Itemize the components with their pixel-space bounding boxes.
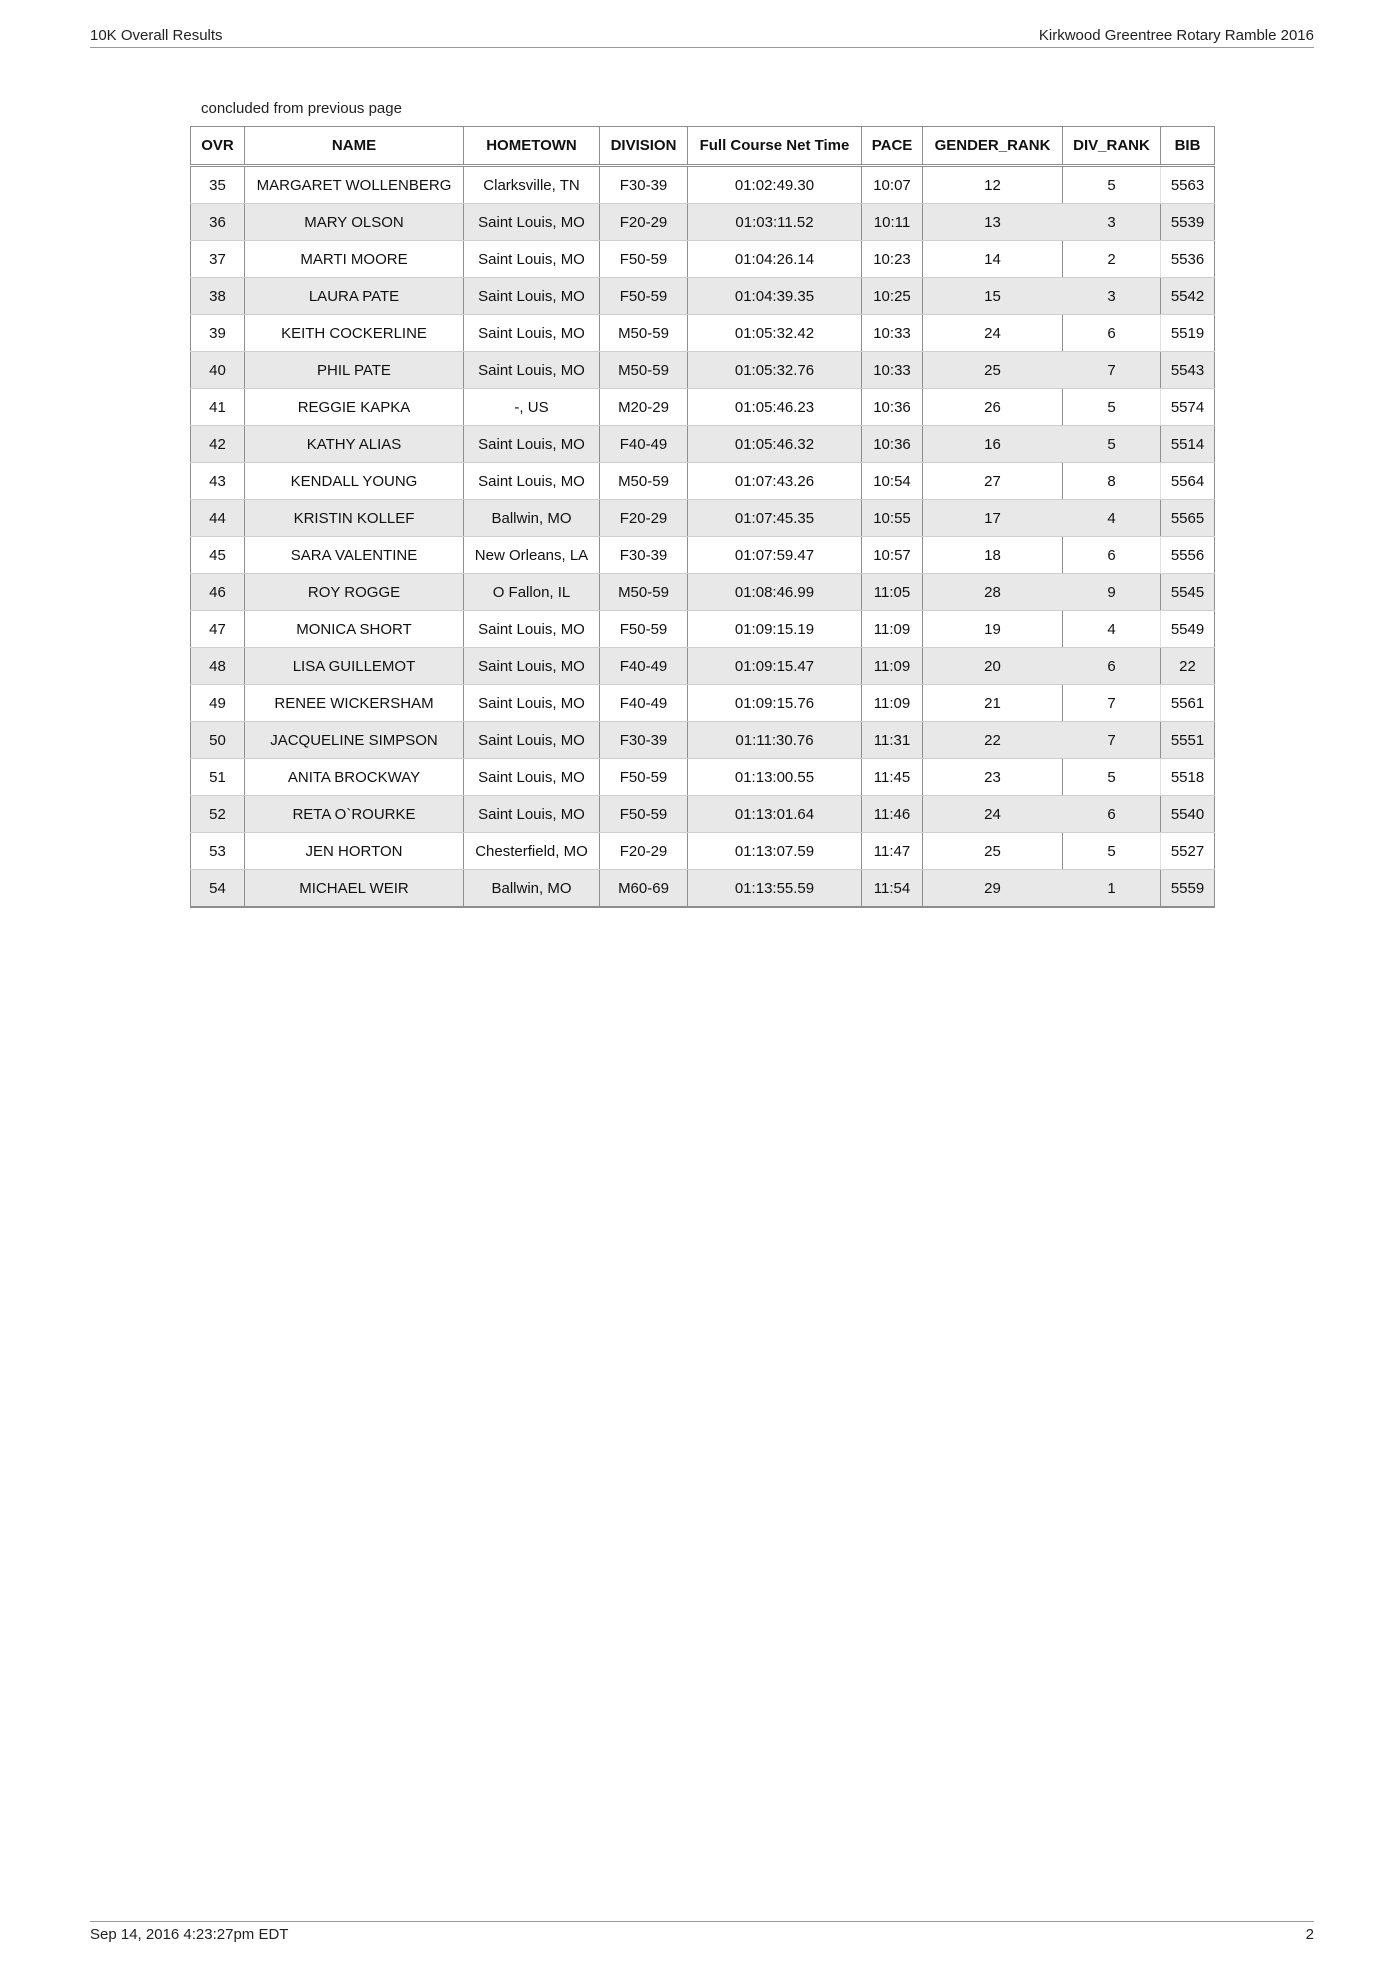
bib-cell: 5559 [1161,870,1215,908]
table-row [191,685,1215,722]
div-rank-cell: 3 [1063,204,1161,241]
name-cell: RENEE WICKERSHAM [245,685,464,722]
hometown-cell: Saint Louis, MO [464,463,600,500]
net-time-cell: 01:03:11.52 [688,204,862,241]
bib-cell: 5561 [1161,685,1215,722]
page-header [90,27,1314,48]
net-time-cell: 01:09:15.47 [688,648,862,685]
gender-rank-cell: 28 [923,574,1063,611]
table-row [191,352,1215,389]
results-table-container [190,126,1214,908]
name-cell: MARY OLSON [245,204,464,241]
ovr-cell: 43 [191,463,245,500]
net-time-cell: 01:13:01.64 [688,796,862,833]
table-row [191,426,1215,463]
table-row [191,833,1215,870]
table-row [191,463,1215,500]
pace-cell: 11:05 [862,574,923,611]
bib-cell: 5536 [1161,241,1215,278]
pace-cell: 10:33 [862,352,923,389]
results-body [191,166,1215,908]
table-row [191,796,1215,833]
table-header-row [191,127,1215,166]
hometown-cell: -, US [464,389,600,426]
hometown-cell: Saint Louis, MO [464,278,600,315]
ovr-cell: 51 [191,759,245,796]
gender-rank-cell: 21 [923,685,1063,722]
bib-cell: 5539 [1161,204,1215,241]
name-cell: LISA GUILLEMOT [245,648,464,685]
net-time-cell: 01:07:45.35 [688,500,862,537]
ovr-cell: 52 [191,796,245,833]
table-row [191,315,1215,352]
name-cell: KEITH COCKERLINE [245,315,464,352]
name-cell: JACQUELINE SIMPSON [245,722,464,759]
column-header-bib: BIB [1161,127,1215,166]
hometown-cell: Saint Louis, MO [464,426,600,463]
division-cell: M60-69 [600,870,688,908]
name-cell: SARA VALENTINE [245,537,464,574]
bib-cell: 5518 [1161,759,1215,796]
bib-cell: 5551 [1161,722,1215,759]
bib-cell: 5542 [1161,278,1215,315]
hometown-cell: Saint Louis, MO [464,352,600,389]
division-cell: M50-59 [600,574,688,611]
column-header-net-time: Full Course Net Time [688,127,862,166]
hometown-cell: New Orleans, LA [464,537,600,574]
name-cell: MONICA SHORT [245,611,464,648]
bib-cell: 5519 [1161,315,1215,352]
net-time-cell: 01:05:46.23 [688,389,862,426]
ovr-cell: 36 [191,204,245,241]
gender-rank-cell: 27 [923,463,1063,500]
net-time-cell: 01:02:49.30 [688,166,862,204]
continued-note: concluded from previous page [201,100,402,117]
ovr-cell: 41 [191,389,245,426]
name-cell: MARGARET WOLLENBERG [245,166,464,204]
bib-cell: 22 [1161,648,1215,685]
ovr-cell: 38 [191,278,245,315]
division-cell: F50-59 [600,611,688,648]
div-rank-cell: 4 [1063,500,1161,537]
div-rank-cell: 9 [1063,574,1161,611]
bib-cell: 5556 [1161,537,1215,574]
bib-cell: 5563 [1161,166,1215,204]
division-cell: F40-49 [600,648,688,685]
bib-cell: 5564 [1161,463,1215,500]
div-rank-cell: 8 [1063,463,1161,500]
gender-rank-cell: 24 [923,315,1063,352]
bib-cell: 5565 [1161,500,1215,537]
gender-rank-cell: 26 [923,389,1063,426]
ovr-cell: 54 [191,870,245,908]
name-cell: MARTI MOORE [245,241,464,278]
hometown-cell: Saint Louis, MO [464,648,600,685]
hometown-cell: Saint Louis, MO [464,722,600,759]
pace-cell: 10:57 [862,537,923,574]
gender-rank-cell: 25 [923,833,1063,870]
ovr-cell: 53 [191,833,245,870]
pace-cell: 11:45 [862,759,923,796]
bib-cell: 5574 [1161,389,1215,426]
div-rank-cell: 7 [1063,352,1161,389]
pace-cell: 10:55 [862,500,923,537]
net-time-cell: 01:05:32.42 [688,315,862,352]
div-rank-cell: 5 [1063,389,1161,426]
name-cell: ANITA BROCKWAY [245,759,464,796]
print-timestamp: Sep 14, 2016 4:23:27pm EDT [90,1926,289,1943]
column-header-div-rank: DIV_RANK [1063,127,1161,166]
net-time-cell: 01:08:46.99 [688,574,862,611]
net-time-cell: 01:04:26.14 [688,241,862,278]
div-rank-cell: 5 [1063,426,1161,463]
ovr-cell: 47 [191,611,245,648]
hometown-cell: Saint Louis, MO [464,796,600,833]
gender-rank-cell: 25 [923,352,1063,389]
ovr-cell: 42 [191,426,245,463]
hometown-cell: Saint Louis, MO [464,685,600,722]
division-cell: F30-39 [600,166,688,204]
bib-cell: 5543 [1161,352,1215,389]
column-header-pace: PACE [862,127,923,166]
div-rank-cell: 6 [1063,537,1161,574]
ovr-cell: 44 [191,500,245,537]
table-row [191,537,1215,574]
pace-cell: 11:46 [862,796,923,833]
net-time-cell: 01:09:15.76 [688,685,862,722]
name-cell: ROY ROGGE [245,574,464,611]
pace-cell: 10:54 [862,463,923,500]
gender-rank-cell: 22 [923,722,1063,759]
ovr-cell: 35 [191,166,245,204]
pace-cell: 10:11 [862,204,923,241]
results-table [190,126,1215,908]
div-rank-cell: 4 [1063,611,1161,648]
div-rank-cell: 5 [1063,166,1161,204]
gender-rank-cell: 19 [923,611,1063,648]
pace-cell: 10:25 [862,278,923,315]
hometown-cell: Saint Louis, MO [464,315,600,352]
page-footer [90,1921,1314,1943]
name-cell: KENDALL YOUNG [245,463,464,500]
name-cell: RETA O`ROURKE [245,796,464,833]
division-cell: F40-49 [600,685,688,722]
table-row [191,278,1215,315]
ovr-cell: 48 [191,648,245,685]
division-cell: F40-49 [600,426,688,463]
hometown-cell: O Fallon, IL [464,574,600,611]
net-time-cell: 01:09:15.19 [688,611,862,648]
gender-rank-cell: 14 [923,241,1063,278]
name-cell: MICHAEL WEIR [245,870,464,908]
gender-rank-cell: 18 [923,537,1063,574]
table-row [191,648,1215,685]
division-cell: M20-29 [600,389,688,426]
gender-rank-cell: 24 [923,796,1063,833]
division-cell: M50-59 [600,352,688,389]
div-rank-cell: 5 [1063,759,1161,796]
net-time-cell: 01:05:32.76 [688,352,862,389]
div-rank-cell: 2 [1063,241,1161,278]
ovr-cell: 45 [191,537,245,574]
pace-cell: 10:33 [862,315,923,352]
table-row [191,759,1215,796]
hometown-cell: Saint Louis, MO [464,241,600,278]
div-rank-cell: 3 [1063,278,1161,315]
hometown-cell: Saint Louis, MO [464,759,600,796]
table-row [191,204,1215,241]
div-rank-cell: 7 [1063,722,1161,759]
hometown-cell: Saint Louis, MO [464,204,600,241]
pace-cell: 11:31 [862,722,923,759]
column-header-ovr: OVR [191,127,245,166]
gender-rank-cell: 16 [923,426,1063,463]
pace-cell: 10:23 [862,241,923,278]
division-cell: F50-59 [600,759,688,796]
division-cell: F50-59 [600,241,688,278]
table-row [191,166,1215,204]
ovr-cell: 49 [191,685,245,722]
column-header-hometown: HOMETOWN [464,127,600,166]
bib-cell: 5549 [1161,611,1215,648]
report-title: 10K Overall Results [90,27,223,44]
net-time-cell: 01:07:59.47 [688,537,862,574]
div-rank-cell: 1 [1063,870,1161,908]
div-rank-cell: 7 [1063,685,1161,722]
gender-rank-cell: 12 [923,166,1063,204]
name-cell: JEN HORTON [245,833,464,870]
event-name: Kirkwood Greentree Rotary Ramble 2016 [1038,27,1314,44]
division-cell: F20-29 [600,204,688,241]
name-cell: KRISTIN KOLLEF [245,500,464,537]
pace-cell: 11:09 [862,648,923,685]
ovr-cell: 50 [191,722,245,759]
gender-rank-cell: 20 [923,648,1063,685]
bib-cell: 5540 [1161,796,1215,833]
gender-rank-cell: 23 [923,759,1063,796]
bib-cell: 5545 [1161,574,1215,611]
hometown-cell: Clarksville, TN [464,166,600,204]
division-cell: F50-59 [600,796,688,833]
net-time-cell: 01:13:55.59 [688,870,862,908]
division-cell: F50-59 [600,278,688,315]
name-cell: PHIL PATE [245,352,464,389]
bib-cell: 5514 [1161,426,1215,463]
ovr-cell: 37 [191,241,245,278]
table-row [191,241,1215,278]
bib-cell: 5527 [1161,833,1215,870]
division-cell: F20-29 [600,833,688,870]
division-cell: M50-59 [600,463,688,500]
gender-rank-cell: 15 [923,278,1063,315]
table-row [191,574,1215,611]
pace-cell: 10:36 [862,389,923,426]
table-row [191,611,1215,648]
table-row [191,722,1215,759]
net-time-cell: 01:07:43.26 [688,463,862,500]
column-header-gender-rank: GENDER_RANK [923,127,1063,166]
page-number: 2 [1305,1926,1314,1943]
column-header-division: DIVISION [600,127,688,166]
pace-cell: 11:47 [862,833,923,870]
division-cell: F30-39 [600,537,688,574]
pace-cell: 10:07 [862,166,923,204]
div-rank-cell: 6 [1063,315,1161,352]
net-time-cell: 01:13:07.59 [688,833,862,870]
table-row [191,870,1215,908]
gender-rank-cell: 13 [923,204,1063,241]
pace-cell: 10:36 [862,426,923,463]
pace-cell: 11:54 [862,870,923,908]
ovr-cell: 46 [191,574,245,611]
pace-cell: 11:09 [862,611,923,648]
ovr-cell: 39 [191,315,245,352]
hometown-cell: Chesterfield, MO [464,833,600,870]
table-row [191,500,1215,537]
div-rank-cell: 5 [1063,833,1161,870]
division-cell: F30-39 [600,722,688,759]
name-cell: KATHY ALIAS [245,426,464,463]
division-cell: F20-29 [600,500,688,537]
net-time-cell: 01:11:30.76 [688,722,862,759]
table-row [191,389,1215,426]
column-header-name: NAME [245,127,464,166]
gender-rank-cell: 29 [923,870,1063,908]
div-rank-cell: 6 [1063,648,1161,685]
name-cell: LAURA PATE [245,278,464,315]
hometown-cell: Ballwin, MO [464,870,600,908]
ovr-cell: 40 [191,352,245,389]
division-cell: M50-59 [600,315,688,352]
hometown-cell: Ballwin, MO [464,500,600,537]
gender-rank-cell: 17 [923,500,1063,537]
div-rank-cell: 6 [1063,796,1161,833]
pace-cell: 11:09 [862,685,923,722]
hometown-cell: Saint Louis, MO [464,611,600,648]
net-time-cell: 01:13:00.55 [688,759,862,796]
net-time-cell: 01:05:46.32 [688,426,862,463]
name-cell: REGGIE KAPKA [245,389,464,426]
net-time-cell: 01:04:39.35 [688,278,862,315]
